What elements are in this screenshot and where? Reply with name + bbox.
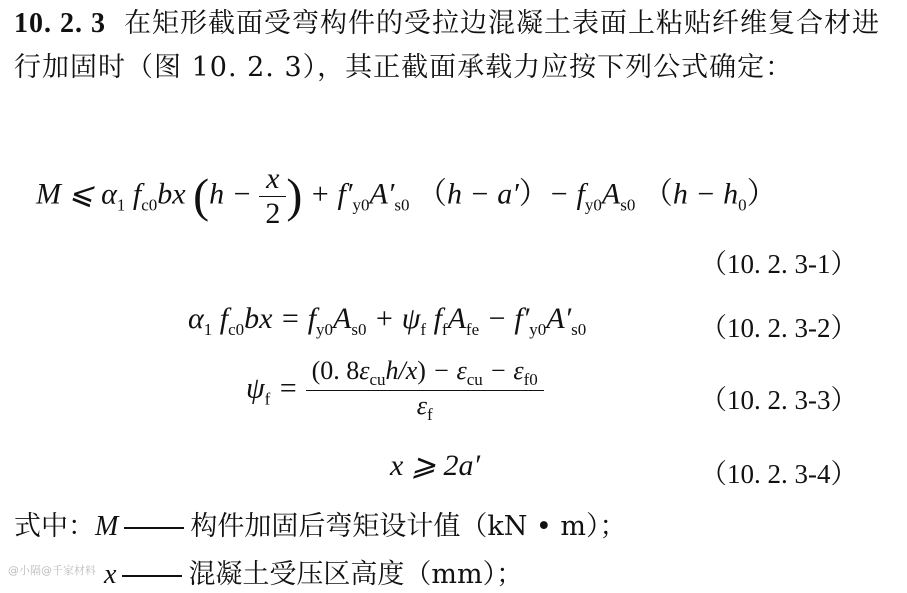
definition-symbol: M bbox=[95, 511, 119, 542]
equation-3-number: （10. 2. 3-3） bbox=[700, 385, 858, 415]
em-dash bbox=[122, 575, 182, 577]
equation-2: $\alpha_1$ $f_{c0}bx = f_{y0}A_{s0} + \psi_f$ $f_fA_{fe} - f'_{y0}A'_{s0}$ bbox=[188, 302, 587, 339]
equation-4: x ⩾ 2a′ bbox=[390, 449, 481, 482]
definition-text: 构件加固后弯矩设计值（kN • m）； bbox=[190, 511, 627, 542]
section-paragraph bbox=[14, 2, 894, 90]
equation-1: M ⩽ $\alpha_1$ $f_{c0}bx$ (h − $\frac{x}{2}$ ) + $f'_{y0}A'_{s0}$ $(h - a')- f_{y0}A_{s0}$ $(h - h_0)$ bbox=[36, 162, 777, 230]
definition-m bbox=[14, 504, 627, 543]
definition-x bbox=[104, 552, 523, 591]
definition-symbol: x bbox=[104, 559, 117, 590]
equation-4-number: （10. 2. 3-4） bbox=[700, 459, 858, 489]
watermark: @小隔@千家材料 bbox=[8, 564, 96, 577]
equation-1-number: （10. 2. 3-1） bbox=[700, 249, 858, 279]
section-number: 10. 2. 3 bbox=[14, 8, 106, 39]
section-text: 在矩形截面受弯构件的受拉边混凝土表面上粘贴纤维复合材进行加固时（图 10. 2. 3），其正截面承载力应按下列公式确定： bbox=[14, 8, 880, 83]
em-dash bbox=[124, 527, 184, 529]
equation-2-number: （10. 2. 3-2） bbox=[700, 313, 858, 343]
definition-text: 混凝土受压区高度（mm）； bbox=[188, 559, 524, 590]
equation-3: $\psi_f$ = $\frac{(0. 8\varepsilon_{cu}h/x) - \varepsilon_{cu} - \varepsilon_{f0}}{\varepsilon_f}$ bbox=[246, 356, 544, 425]
definitions-lead: 式中： bbox=[14, 511, 95, 542]
